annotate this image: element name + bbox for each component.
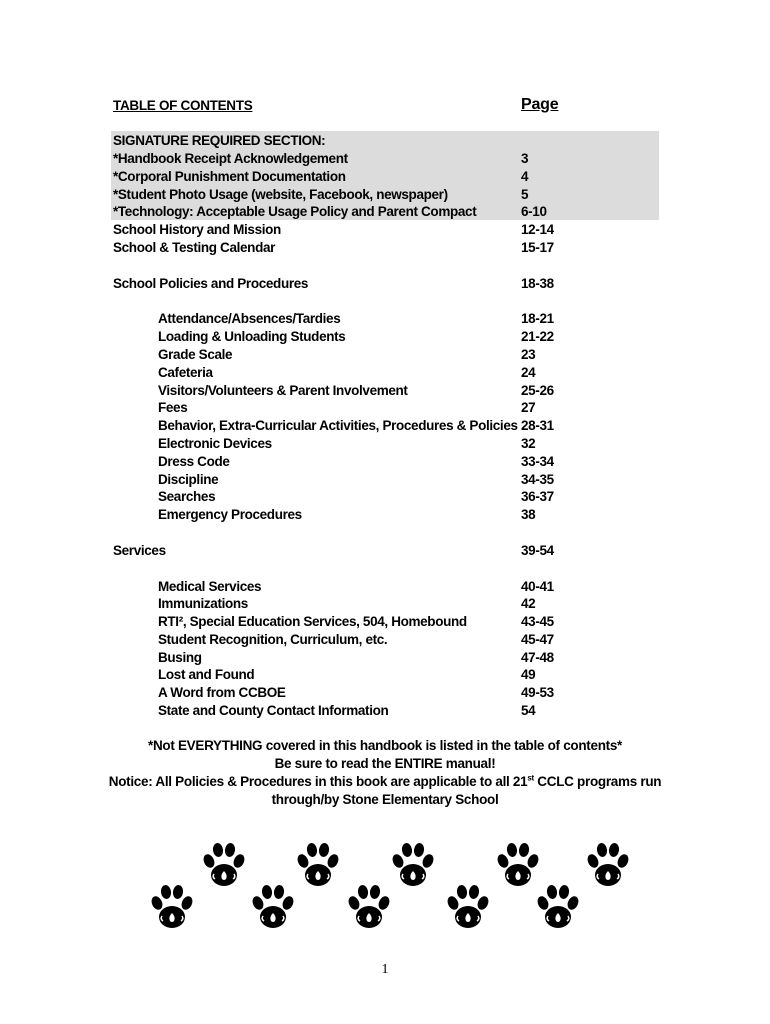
toc-entry-label: *Student Photo Usage (website, Facebook, newspaper) <box>113 187 448 202</box>
toc-entry-label: School History and Mission <box>113 222 281 237</box>
toc-entry-label: Medical Services <box>158 579 262 594</box>
note-cclc-text-1: Notice: All Policies & Procedures in this book are applicable to all 21 <box>108 774 528 789</box>
toc-entry-pages: 43-45 <box>521 614 554 629</box>
toc-entry-label: Attendance/Absences/Tardies <box>158 311 341 326</box>
toc-entry-pages: 24 <box>521 365 536 380</box>
page-column-header: Page <box>521 96 559 113</box>
note-cclc-programs <box>100 773 670 791</box>
toc-title: TABLE OF CONTENTS <box>113 98 253 113</box>
toc-entry-pages: 21-22 <box>521 329 554 344</box>
paw-print-icon <box>150 883 194 933</box>
note-cclc-superscript: st <box>527 773 534 783</box>
toc-entry-pages: 4 <box>521 169 529 184</box>
toc-entry-pages: 18-38 <box>521 276 554 291</box>
toc-entry-label: A Word from CCBOE <box>158 685 286 700</box>
toc-entry-label: Loading & Unloading Students <box>158 329 346 344</box>
toc-entry-pages: 33-34 <box>521 454 554 469</box>
note-cclc-text-2: CCLC programs run <box>533 774 662 789</box>
toc-entry-pages: 27 <box>521 400 536 415</box>
paw-print-icon <box>202 841 246 891</box>
toc-entry-pages: 49-53 <box>521 685 554 700</box>
toc-entry-pages: 12-14 <box>521 222 554 237</box>
paw-prints-decoration <box>0 835 770 945</box>
paw-print-icon <box>586 841 630 891</box>
toc-entry-pages: 39-54 <box>521 543 554 558</box>
toc-entry-label: Student Recognition, Curriculum, etc. <box>158 632 388 647</box>
toc-entry-label: SIGNATURE REQUIRED SECTION: <box>113 133 326 148</box>
toc-entry-label: School & Testing Calendar <box>113 240 276 255</box>
toc-entry-label: School Policies and Procedures <box>113 276 309 291</box>
toc-entry-label: RTI², Special Education Services, 504, Homebound <box>158 614 467 629</box>
toc-entry-pages: 18-21 <box>521 311 554 326</box>
toc-entry-pages: 34-35 <box>521 472 554 487</box>
paw-print-icon <box>296 841 340 891</box>
toc-entry-pages: 23 <box>521 347 536 362</box>
toc-entry-pages: 36-37 <box>521 489 554 504</box>
toc-entry-label: Services <box>113 543 166 558</box>
toc-entry-pages: 25-26 <box>521 383 554 398</box>
paw-print-icon <box>347 883 391 933</box>
toc-entry-label: Visitors/Volunteers & Parent Involvement <box>158 383 408 398</box>
toc-entry-pages: 3 <box>521 151 529 166</box>
handbook-notes <box>100 737 670 809</box>
toc-entry-pages: 32 <box>521 436 536 451</box>
toc-entry-label: *Technology: Acceptable Usage Policy and Parent Compact <box>113 204 477 219</box>
toc-entry-label: Lost and Found <box>158 667 255 682</box>
toc-entry-label: Behavior, Extra-Curricular Activities, Procedures & Policies <box>158 418 518 433</box>
toc-entry-pages: 54 <box>521 703 536 718</box>
toc-entry-pages: 49 <box>521 667 536 682</box>
note-not-everything: *Not EVERYTHING covered in this handbook is listed in the table of contents* <box>147 738 622 753</box>
toc-entry-pages: 40-41 <box>521 579 554 594</box>
page-number: 1 <box>381 962 389 977</box>
toc-entry-label: Cafeteria <box>158 365 213 380</box>
paw-print-icon <box>536 883 580 933</box>
toc-entry-label: *Handbook Receipt Acknowledgement <box>113 151 348 166</box>
toc-entry-label: State and County Contact Information <box>158 703 389 718</box>
toc-entry-label: Emergency Procedures <box>158 507 302 522</box>
paw-print-icon <box>391 841 435 891</box>
toc-entry-pages: 28-31 <box>521 418 554 433</box>
toc-entry-pages: 5 <box>521 187 529 202</box>
toc-entry-pages: 6-10 <box>521 204 547 219</box>
toc-entry-pages: 42 <box>521 596 536 611</box>
toc-entry-label: Busing <box>158 650 202 665</box>
toc-entry-pages: 47-48 <box>521 650 554 665</box>
toc-entry-pages: 45-47 <box>521 632 554 647</box>
toc-entry-pages: 15-17 <box>521 240 554 255</box>
paw-print-icon <box>446 883 490 933</box>
toc-entry-label: *Corporal Punishment Documentation <box>113 169 346 184</box>
toc-entry-label: Electronic Devices <box>158 436 272 451</box>
toc-entry-label: Dress Code <box>158 454 230 469</box>
toc-entry-label: Discipline <box>158 472 219 487</box>
paw-print-icon <box>496 841 540 891</box>
toc-entry-pages: 38 <box>521 507 536 522</box>
note-read-manual: Be sure to read the ENTIRE manual! <box>274 756 496 771</box>
toc-entry-label: Searches <box>158 489 216 504</box>
toc-entry-label: Grade Scale <box>158 347 233 362</box>
toc-header <box>113 96 563 116</box>
paw-print-icon <box>251 883 295 933</box>
toc-entry-label: Immunizations <box>158 596 248 611</box>
toc-entry-label: Fees <box>158 400 188 415</box>
note-school-name: through/by Stone Elementary School <box>271 792 499 807</box>
